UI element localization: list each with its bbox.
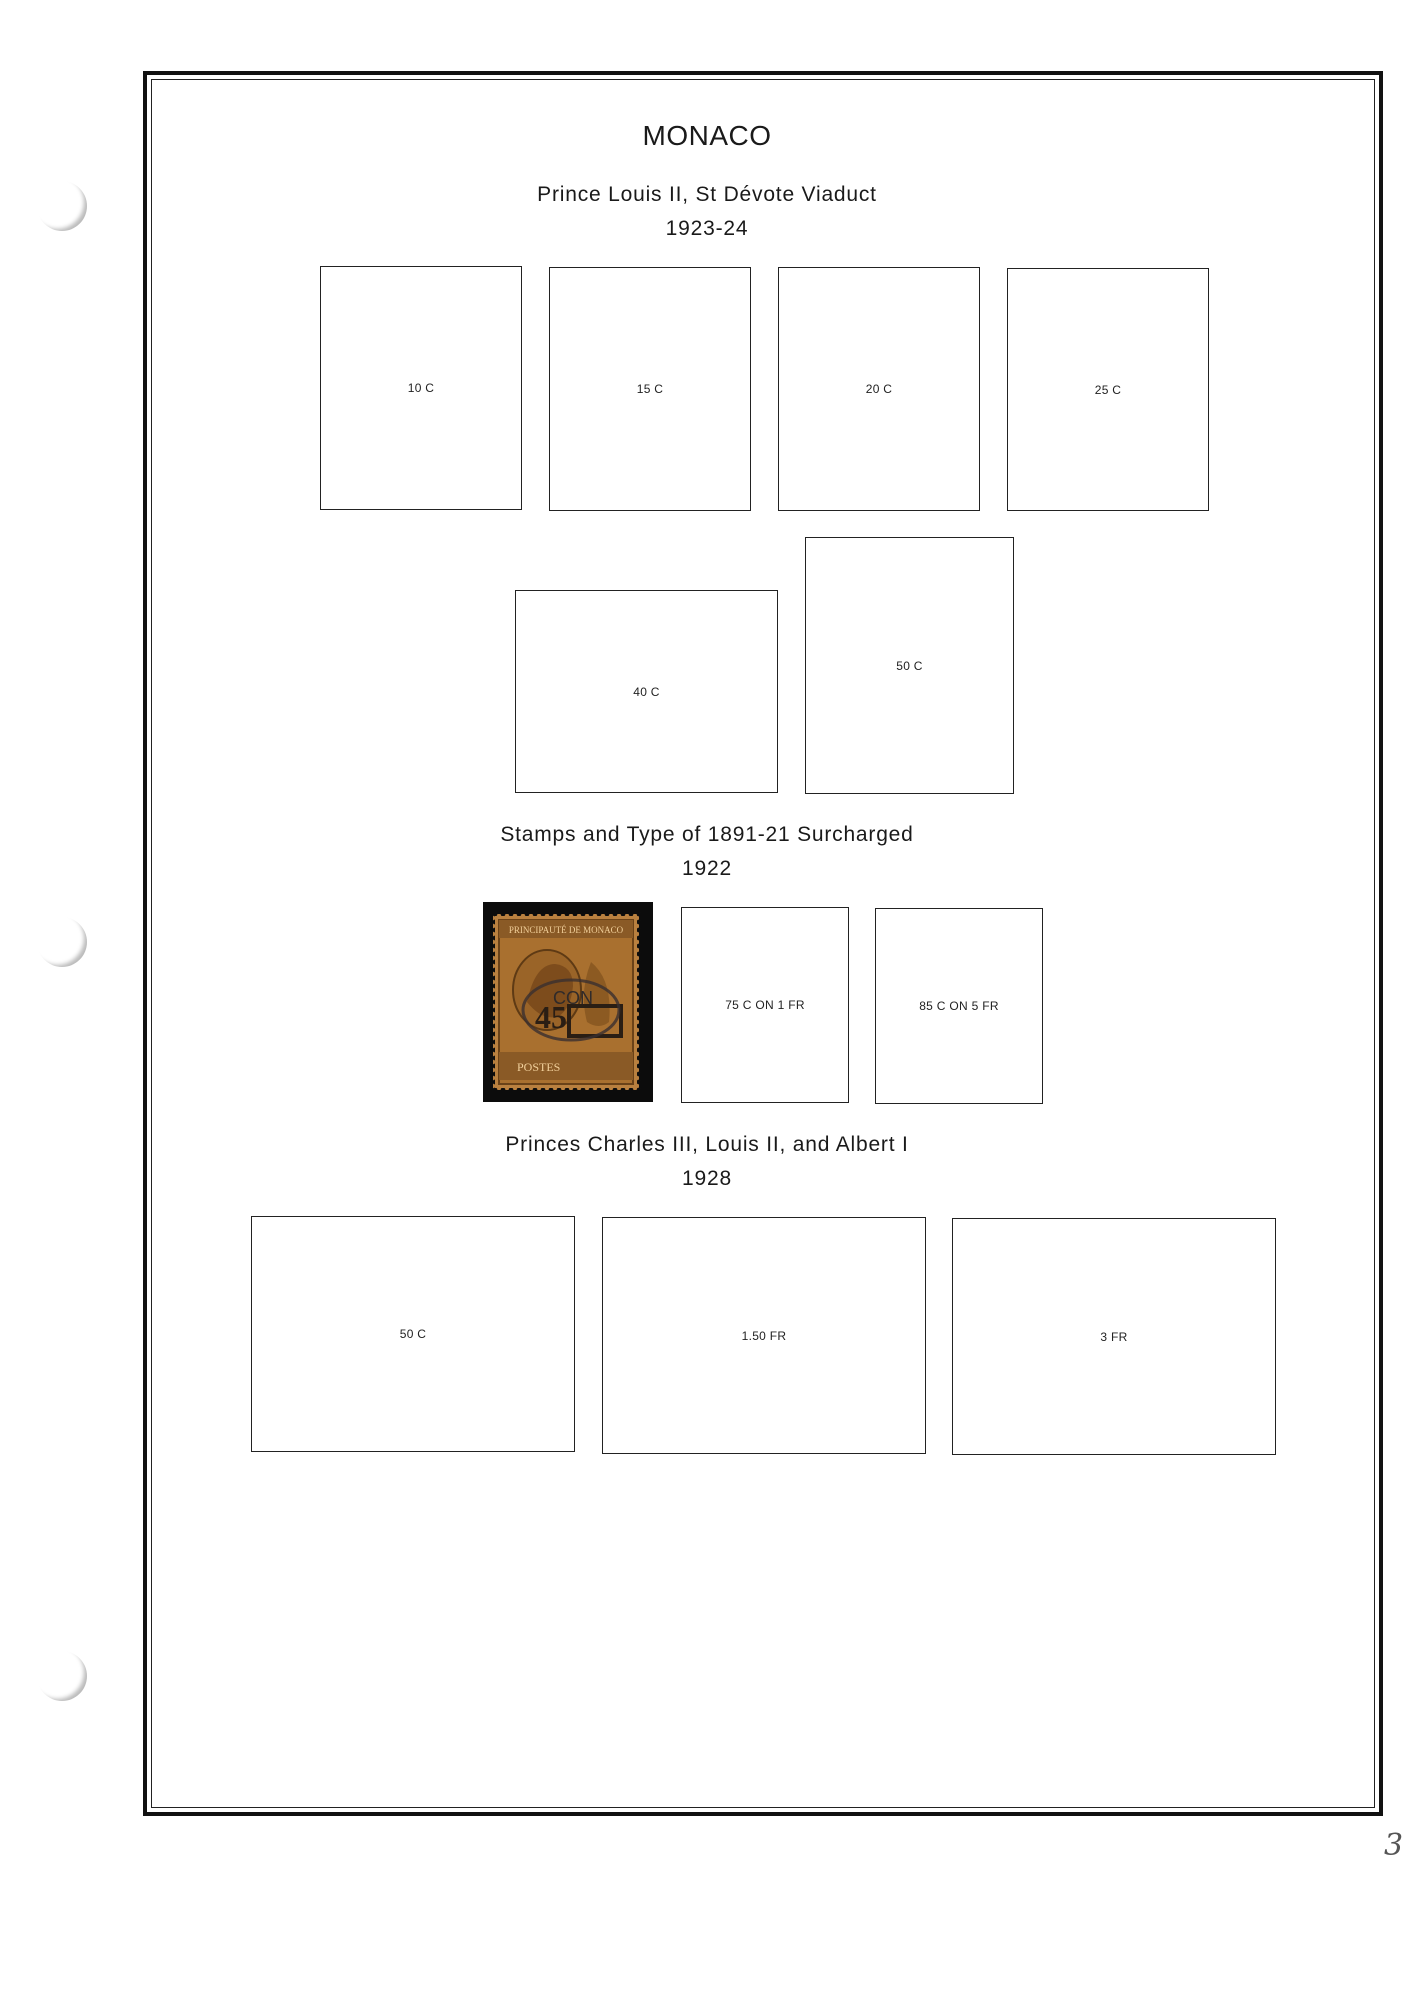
slot-label: 1.50 FR — [741, 1328, 787, 1343]
svg-text:45: 45 — [535, 999, 567, 1035]
svg-text:PRINCIPAUTÉ DE MONACO: PRINCIPAUTÉ DE MONACO — [508, 925, 624, 935]
section-heading: Prince Louis II, St Dévote Viaduct — [537, 183, 877, 206]
stamp-slot[interactable] — [805, 537, 1014, 794]
stamp-slot[interactable] — [681, 907, 849, 1103]
section-years: 1928 — [682, 1167, 732, 1190]
slot-label: 3 FR — [1100, 1329, 1128, 1344]
country-title: MONACO — [642, 120, 772, 151]
slot-label: 25 C — [1094, 382, 1122, 397]
stamp-slot[interactable] — [1007, 268, 1209, 511]
stamp-slot[interactable] — [602, 1217, 926, 1454]
slot-label: 20 C — [865, 382, 893, 396]
stamp-slot[interactable] — [875, 908, 1043, 1104]
stamp-slot[interactable] — [251, 1216, 575, 1452]
stamp-slot[interactable] — [515, 590, 778, 793]
slot-label: 15 C — [636, 382, 664, 396]
stamp-slot[interactable] — [952, 1218, 1276, 1455]
section-years: 1922 — [682, 857, 732, 880]
stamp-slot[interactable] — [778, 267, 980, 511]
slot-label: 75 C ON 1 FR — [725, 998, 805, 1012]
section-heading: Stamps and Type of 1891-21 Surcharged — [500, 823, 914, 846]
stamp-slot[interactable] — [320, 266, 522, 510]
slot-label: 50 C — [399, 1327, 427, 1341]
stamp-postes-label: POSTES — [517, 1060, 561, 1074]
punch-hole-icon — [36, 916, 88, 968]
monaco-stamp-image — [483, 902, 653, 1102]
section-years: 1923-24 — [665, 217, 749, 240]
slot-label: 40 C — [633, 684, 660, 699]
stamp-slot[interactable] — [549, 267, 751, 511]
punch-hole-icon — [36, 1650, 88, 1702]
slot-label: 10 C — [407, 381, 435, 395]
page-number: 3 — [1384, 1828, 1404, 1863]
slot-label: 50 C — [896, 658, 923, 673]
svg-text:CON: CON — [553, 988, 593, 1008]
slot-label: 85 C ON 5 FR — [919, 999, 999, 1013]
section-heading: Princes Charles III, Louis II, and Albert I — [505, 1133, 909, 1156]
mounted-stamp-image[interactable] — [483, 902, 653, 1102]
